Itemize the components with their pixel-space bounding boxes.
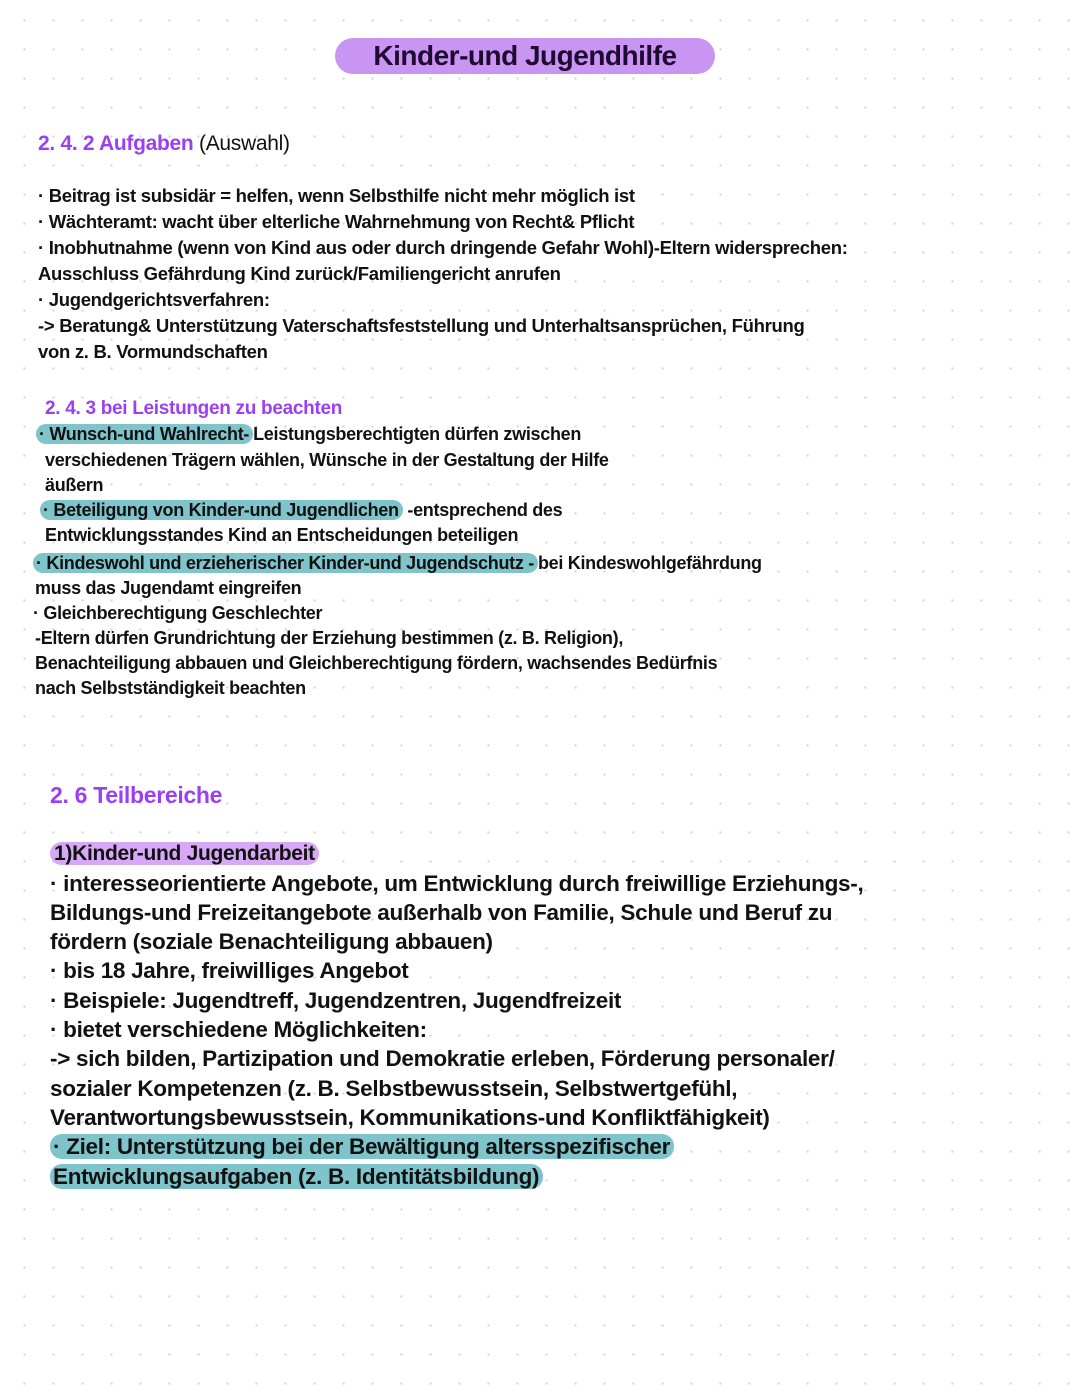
list-item: · Gleichberechtigung Geschlechter	[33, 603, 323, 623]
text: Leistungsberechtigten dürfen zwischen	[253, 424, 582, 444]
text: -entsprechend des	[402, 500, 563, 520]
list-item: Ausschluss Gefährdung Kind zurück/Familiengericht anrufen	[38, 263, 561, 284]
list-item: -> Beratung& Unterstützung Vaterschaftsfeststellung und Unterhaltsansprüchen, Führung	[38, 315, 805, 336]
list-item	[50, 1134, 674, 1160]
highlight: 1)Kinder-und Jugendarbeit	[50, 842, 319, 865]
list-item	[36, 424, 581, 445]
highlight: · Beteiligung von Kinder-und Jugendlichen	[40, 500, 403, 520]
section-heading: 2. 4. 3 bei Leistungen zu beachten	[45, 398, 343, 419]
list-item: · Beitrag ist subsidär = helfen, wenn Selbsthilfe nicht mehr möglich ist	[38, 185, 635, 206]
list-item: fördern (soziale Benachteiligung abbauen)	[50, 929, 493, 954]
list-item: · Inobhutnahme (wenn von Kind aus oder durch dringende Gefahr Wohl)-Eltern widersprechen:	[38, 237, 848, 258]
list-item: sozialer Kompetenzen (z. B. Selbstbewusstsein, Selbstwertgefühl,	[50, 1076, 738, 1101]
heading-text: 2. 4. 2 Aufgaben	[38, 132, 194, 155]
highlight: · Ziel: Unterstützung bei der Bewältigung altersspezifischer	[50, 1134, 674, 1159]
list-item: äußern	[45, 475, 104, 495]
list-item: -Eltern dürfen Grundrichtung der Erziehung bestimmen (z. B. Religion),	[35, 628, 624, 648]
list-item: Bildungs-und Freizeitangebote außerhalb von Familie, Schule und Beruf zu	[50, 900, 833, 925]
list-item: Verantwortungsbewusstsein, Kommunikations-und Konfliktfähigkeit)	[50, 1105, 770, 1130]
sub-heading	[50, 842, 319, 866]
list-item: · Wächteramt: wacht über elterliche Wahrnehmung von Recht& Pflicht	[38, 211, 635, 232]
section-heading: 2. 6 Teilbereiche	[50, 782, 223, 808]
list-item: · bis 18 Jahre, freiwilliges Angebot	[50, 958, 409, 983]
heading-note: (Auswahl)	[199, 132, 290, 155]
list-item: muss das Jugendamt eingreifen	[35, 578, 302, 598]
list-item: verschiedenen Trägern wählen, Wünsche in der Gestaltung der Hilfe	[45, 450, 609, 470]
list-item: von z. B. Vormundschaften	[38, 341, 268, 362]
list-item: Benachteiligung abbauen und Gleichberechtigung fördern, wachsendes Bedürfnis	[35, 653, 718, 673]
text: bei Kindeswohlgefährdung	[537, 553, 762, 573]
list-item: Entwicklungsstandes Kind an Entscheidungen beteiligen	[45, 525, 519, 545]
list-item: · bietet verschiedene Möglichkeiten:	[50, 1017, 427, 1042]
list-item: -> sich bilden, Partizipation und Demokratie erleben, Förderung personaler/	[50, 1046, 835, 1071]
list-item: · Jugendgerichtsverfahren:	[38, 289, 270, 310]
list-item: nach Selbstständigkeit beachten	[35, 678, 306, 698]
list-item: · Beispiele: Jugendtreff, Jugendzentren, Jugendfreizeit	[50, 988, 622, 1013]
page-title: Kinder-und Jugendhilfe	[335, 38, 715, 74]
list-item: · interesseorientierte Angebote, um Entwicklung durch freiwillige Erziehungs-,	[50, 871, 864, 896]
list-item	[50, 1164, 543, 1190]
section-heading	[38, 132, 290, 156]
highlight: Entwicklungsaufgaben (z. B. Identitätsbildung)	[50, 1164, 543, 1189]
list-item	[33, 553, 762, 574]
list-item	[40, 500, 562, 521]
highlight: · Wunsch-und Wahlrecht-	[36, 424, 253, 444]
highlight: · Kindeswohl und erzieherischer Kinder-und Jugendschutz -	[33, 553, 538, 573]
